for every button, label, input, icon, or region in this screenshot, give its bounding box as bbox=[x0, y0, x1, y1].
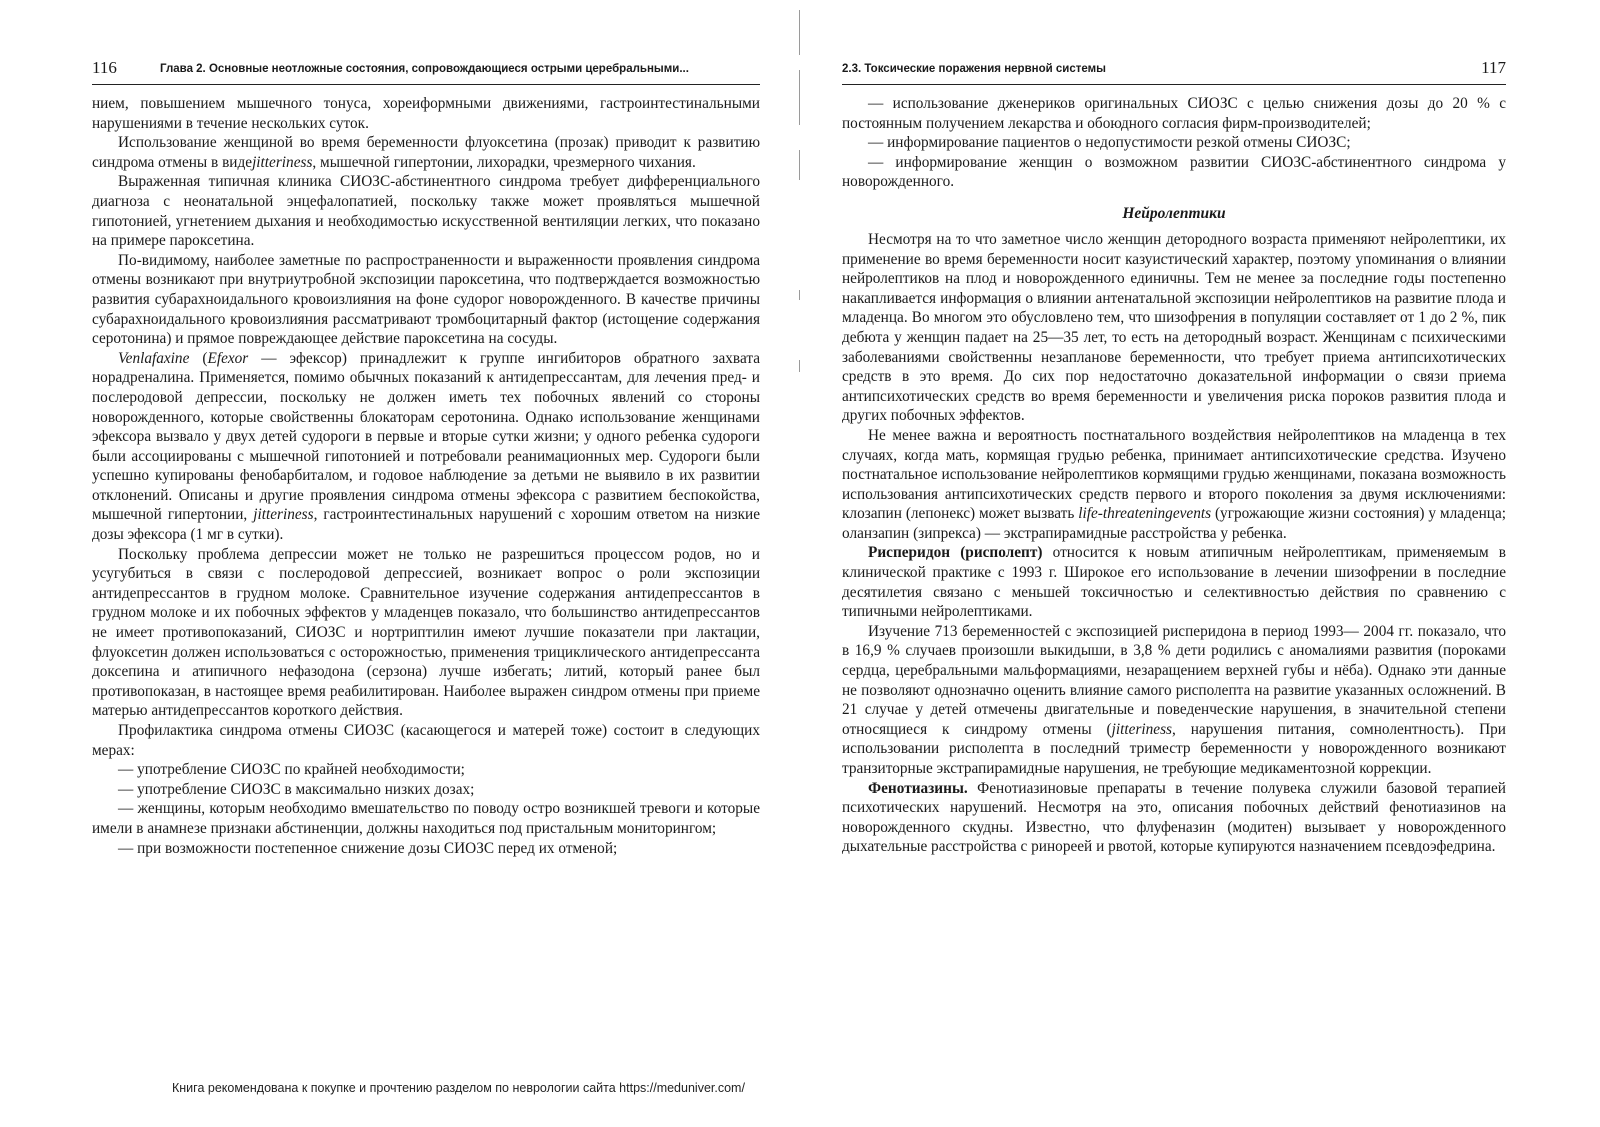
left-running-header bbox=[92, 58, 760, 85]
paragraph: Поскольку проблема депрессии может не только не разрешиться процессом родов, но и усугубиться в связи с послеродовой депрессией, возникает вопрос о роли экспозиции антидепрессантов в грудном молоке. Сравнительное изучение содержания антидепрессантов в грудном молоке и их побочных эффектов у младенцев показало, что большинство антидепрессантов не имеет противопоказаний, СИОЗС и нортриптилин имеют лучшие показатели при лактации, флуоксетин должен использоваться с осторожностью, применения трициклического антидепрессанта доксепина и атипичного нефазодона (серзона) лучше избегать; литий, который ранее был противопоказан, в настоящее время реабилитирован. Наиболее выражен синдром отмены при приеме матерью антидепрессантов короткого действия. bbox=[92, 545, 760, 720]
paragraph: Не менее важна и вероятность постнатального воздействия нейролептиков на младенца в тех случаях, когда мать, кормящая грудью ребенка, принимает антипсихотические средства. Изучено постнатальное использование нейролептиков кормящими грудью женщинами, показана возможность использования антипсихотических средств первого и второго поколения за двумя исключениями: клозапин (лепонекс) может вызвать life-threateningevents (угрожающие жизни состояния) у младенца; оланзапин (зипрекса) — экстрапирамидные расстройства у ребенка. bbox=[842, 426, 1506, 542]
list-item: — информирование пациентов о недопустимости резкой отмены СИОЗС; bbox=[868, 134, 1351, 152]
list-item: — употребление СИОЗС по крайней необходимости; bbox=[118, 761, 465, 779]
paragraph: Несмотря на то что заметное число женщин детородного возраста применяют нейролептики, их применение во время беременности носит казуистический характер, поэтому упоминания о влиянии нейролептиков на плод и новорожденного единичны. Тем не менее за последние годы постепенно накапливается информация о влиянии антенатальной экспозиции нейролептиков на развитие плода и младенца. Во многом это обусловлено тем, что шизофрения в популяции составляет от 1 до 2 %, пик дебюта у женщин падает на 25—35 лет, то есть на детородный возраст. Женщинам с психическими заболеваниями свойственны незапланове беременности, что требует приема антипсихотических средств в это время. До сих пор недостаточно доказательной информации о связи приема антипсихотических средств во время беременности и увеличения риска пороков развития плода и других побочных эффектов. bbox=[842, 230, 1506, 425]
paragraph: Профилактика синдрома отмены СИОЗС (касающегося и матерей тоже) состоит в следующих мерах: bbox=[92, 722, 760, 759]
right-running-header bbox=[842, 58, 1506, 85]
paragraph: Фенотиазины. Фенотиазиновые препараты в течение полувека служили базовой терапией психотических нарушений. Несмотря на это, описания побочных действий фенотиазинов на новорожденного скудны. Известно, что флуфеназин (модитен) вызывает у новорожденного дыхательные расстройства с ринореей и рвотой, которые купируются назначением псевдоэфедрина. bbox=[842, 779, 1506, 856]
footer-note: Книга рекомендована к покупке и прочтению разделом по неврологии сайта https://meduniver.com/ bbox=[172, 1081, 745, 1095]
list-item: — употребление СИОЗС в максимально низких дозах; bbox=[118, 780, 475, 798]
list-item: — информирование женщин о возможном развитии СИОЗС-абстинентного синдрома у новорожденного. bbox=[842, 153, 1506, 191]
list-item: — при возможности постепенное снижение дозы СИОЗС перед их отменой; bbox=[118, 839, 618, 857]
paragraph: Использование женщиной во время беременности флуоксетина (прозак) приводит к развитию синдрома отмены в видеjitteriness, мышечной гипертонии, лихорадки, чрезмерного чихания. bbox=[92, 134, 760, 171]
paragraph: Изучение 713 беременностей с экспозицией рисперидона в период 1993— 2004 гг. показало, что в 16,9 % случаев произошли выкидыши, в 3,8 % дети родились с аномалиями развития (пороками сердца, церебральными мальформациями, незаращением верхней губы и нёба). Однако эти данные не позволяют однозначно оценить влияние самого рисполепта на развитие указанных осложнений. В 21 случае у детей отмечены двигательные и поведенческие нарушения, в значительной степени относящиеся к синдрому отмены (jitteriness, нарушения питания, сомнолентность). При использовании рисполепта в последний триместр беременности у новорожденного возникают транзиторные экстрапирамидные нарушения, не требующие медикаментозной коррекции. bbox=[842, 622, 1506, 777]
section-heading: Нейролептики bbox=[1122, 204, 1226, 222]
paragraph: Рисперидон (рисполепт) относится к новым атипичным нейролептикам, применяемым в клинической практике с 1993 г. Широкое его использование в лечении шизофрении в последние десятилетия связано с меньшей токсичностью и селективностью действия по сравнению с типичными нейролептиками. bbox=[842, 544, 1507, 621]
paragraph: По-видимому, наиболее заметные по распространенности и выраженности проявления синдрома отмены возникают при внутриутробной экспозиции пароксетина, что подтверждается возможностью развития субарахноидального кровоизлияния на фоне судорог новорожденного. В качестве причины субарахноидального кровоизлияния рассматривают тромбоцитарный фактор (истощение содержания серотонина) и прямое повреждающее действие пароксетина на сосуды. bbox=[92, 251, 760, 348]
right-page bbox=[810, 0, 1600, 1127]
book-gutter bbox=[795, 0, 805, 1127]
page-number-left: 116 bbox=[92, 58, 117, 77]
paragraph: нием, повышением мышечного тонуса, хореиформными движениями, гастроинтестинальными нарушениями в течение нескольких суток. bbox=[92, 95, 760, 132]
right-body-text bbox=[842, 94, 1506, 857]
page-number-right: 117 bbox=[1481, 58, 1506, 77]
list-item: — использование дженериков оригинальных СИОЗС с целью снижения дозы до 20 % с постоянным получением лекарства и обоюдного согласия фирм-производителей; bbox=[842, 95, 1506, 132]
paragraph: Выраженная типичная клиника СИОЗС-абстинентного синдрома требует дифференциального диагноза с неонатальной энцефалопатией, поскольку также может проявляться мышечной гипотонией, угнетением дыхания и необходимостью искусственной вентиляции легких, что показано на примере пароксетина. bbox=[92, 173, 760, 250]
section-title: 2.3. Токсические поражения нервной системы bbox=[842, 63, 1106, 75]
left-body-text bbox=[92, 94, 760, 858]
left-page bbox=[0, 0, 790, 1127]
chapter-title: Глава 2. Основные неотложные состояния, сопровождающиеся острыми церебральными... bbox=[160, 63, 689, 75]
list-item: — женщины, которым необходимо вмешательство по поводу остро возникшей тревоги и которые имели в анамнезе признаки абстиненции, должны находиться под пристальным мониторингом; bbox=[92, 800, 760, 837]
paragraph: Venlafaxine (Efexor — эфексор) принадлежит к группе ингибиторов обратного захвата норадреналина. Применяется, помимо обычных показаний к антидепрессантам, для лечения пред- и послеродовой депрессии, поскольку не должен иметь тех побочных явлений со стороны новорожденного, которые свойственны блокаторам серотонина. Однако использование женщинами эфексора вызвало у двух детей судороги в первые и вторые сутки жизни; у одного ребенка судороги были ассоциированы с мышечной гипотонией и потребовали реанимационных мер. Судороги были успешно купированы фенобарбиталом, и годовое наблюдение за детьми не выявило в их развитии отклонений. Описаны и другие проявления синдрома отмены эфексора с развитием беспокойства, мышечной гипертонии, jitteriness, гастроинтестинальных нарушений с хорошим ответом на низкие дозы эфексора (1 мг в сутки). bbox=[92, 349, 761, 544]
